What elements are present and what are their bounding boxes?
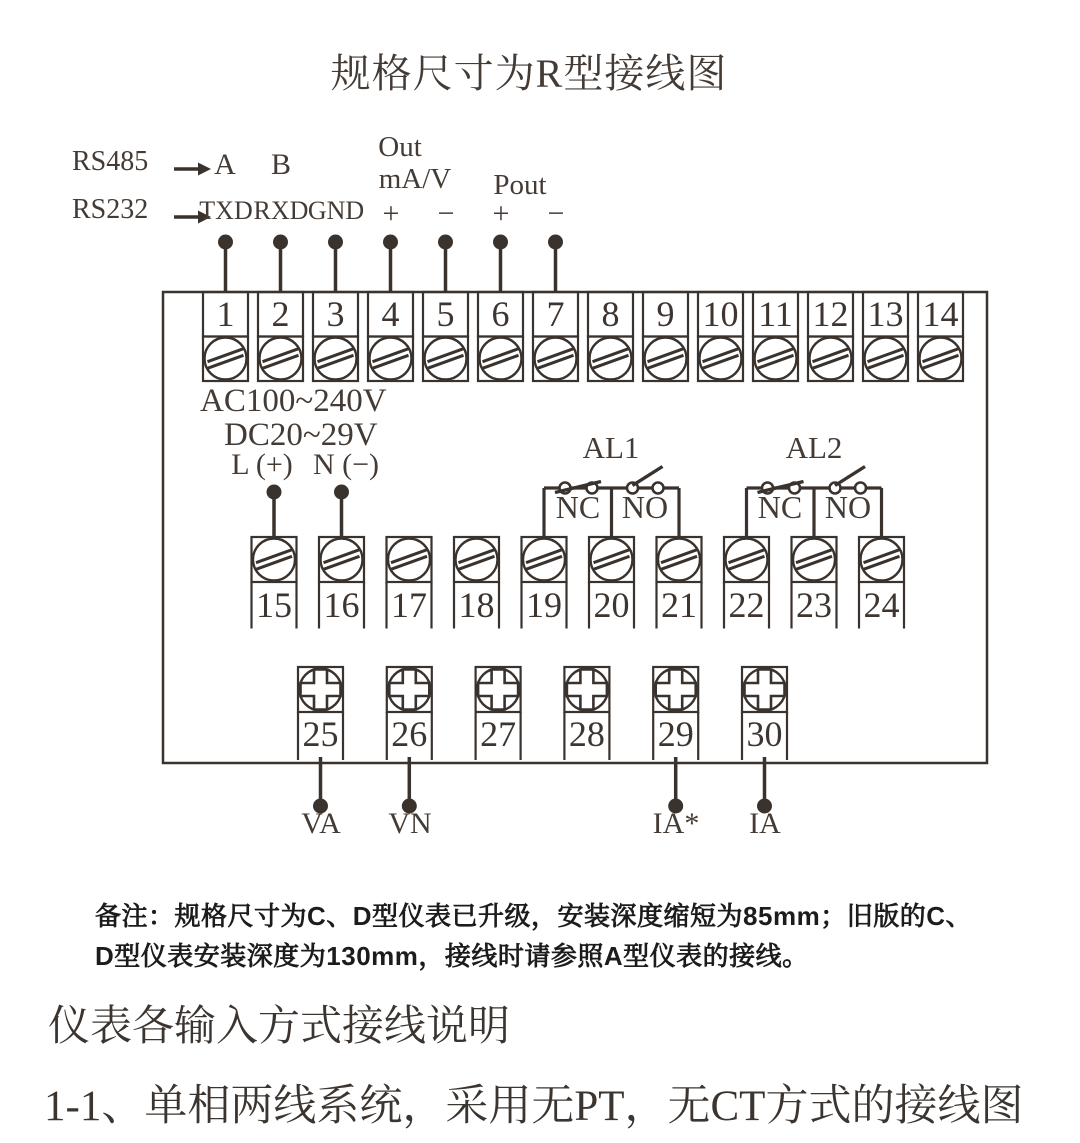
terminal-number-20: 20 (593, 585, 630, 625)
bottom-lead-wires (313, 757, 772, 814)
al2-nc-label: NC (757, 489, 803, 525)
terminal-number-26: 26 (391, 714, 428, 754)
terminal-number-28: 28 (568, 714, 605, 754)
diagram-title: 规格尺寸为R型接线图 (330, 51, 728, 96)
line-plus-label: L (+) (231, 448, 293, 481)
slotted-screw-icon (321, 539, 363, 581)
al2-no-label: NO (824, 489, 872, 525)
slotted-screw-icon (480, 338, 522, 380)
relay-al2-label: AL2 (785, 430, 843, 465)
arrow-right-icon (174, 163, 211, 176)
out-plus-label: + (382, 197, 400, 230)
cross-screw-icon (477, 669, 519, 711)
slotted-screw-icon (260, 338, 302, 380)
terminal-number-22: 22 (728, 585, 765, 625)
slotted-screw-icon (425, 338, 467, 380)
terminal-number-14: 14 (922, 294, 959, 334)
power-lead-wires (267, 485, 350, 538)
slotted-screw-icon (205, 338, 247, 380)
terminal-b-label: B (270, 148, 292, 181)
slotted-screw-icon (253, 539, 295, 581)
terminal-number-4: 4 (381, 294, 400, 334)
top-lead-wires (218, 235, 563, 294)
slotted-screw-icon (861, 539, 903, 581)
terminal-number-21: 21 (661, 585, 697, 625)
slotted-screw-icon (388, 539, 430, 581)
terminal-number-23: 23 (796, 585, 832, 625)
relay-al1-label: AL1 (582, 430, 640, 465)
slotted-screw-icon (793, 539, 835, 581)
note-line-2: D型仪表安装深度为130mm，接线时请参照A型仪表的接线。 (95, 941, 809, 971)
slotted-screw-icon (726, 539, 768, 581)
terminal-number-10: 10 (702, 294, 739, 334)
slotted-screw-icon (456, 539, 498, 581)
ia-label: IA (749, 807, 781, 840)
note-line-1: 备注：规格尺寸为C、D型仪表已升级，安装深度缩短为85mm；旧版的C、 (95, 901, 972, 931)
terminal-a-label: A (214, 148, 236, 181)
rxd-label: RXD (253, 196, 309, 225)
subsection-heading: 1-1、单相两线系统，采用无PT，无CT方式的接线图 (44, 1083, 1024, 1130)
terminal-number-27: 27 (480, 714, 517, 754)
slotted-screw-icon (315, 338, 357, 380)
cross-screw-icon (566, 669, 608, 711)
slotted-screw-icon (755, 338, 797, 380)
pout-label: Pout (493, 169, 547, 201)
slotted-screw-icon (920, 338, 962, 380)
slotted-screw-icon (591, 539, 633, 581)
terminal-number-15: 15 (256, 585, 292, 625)
terminal-number-16: 16 (323, 585, 360, 625)
pout-plus-label: + (492, 197, 510, 230)
terminal-number-5: 5 (436, 294, 455, 334)
slotted-screw-icon (865, 338, 907, 380)
ia-star-label: IA* (652, 807, 700, 840)
ma-v-label: mA/V (378, 163, 452, 195)
terminal-number-7: 7 (546, 294, 565, 334)
slotted-screw-icon (590, 338, 632, 380)
terminal-number-25: 25 (302, 714, 339, 754)
terminal-number-3: 3 (326, 294, 345, 334)
cross-screw-icon (655, 669, 697, 711)
ac-voltage-label: AC100~240V (200, 383, 387, 419)
rs232-label: RS232 (72, 194, 149, 225)
terminal-number-13: 13 (867, 294, 904, 334)
terminal-number-2: 2 (271, 294, 290, 334)
terminal-number-6: 6 (491, 294, 510, 334)
out-label: Out (378, 131, 422, 163)
al1-nc-label: NC (555, 489, 601, 525)
cross-screw-icon (388, 669, 430, 711)
terminal-number-12: 12 (812, 294, 849, 334)
vn-label: VN (388, 807, 432, 840)
slotted-screw-icon (370, 338, 412, 380)
slotted-screw-icon (523, 539, 565, 581)
cross-screw-icon (744, 669, 786, 711)
gnd-label: GND (307, 196, 365, 225)
cross-screw-icon (300, 669, 342, 711)
slotted-screw-icon (535, 338, 577, 380)
terminal-number-8: 8 (601, 294, 620, 334)
terminal-number-29: 29 (657, 714, 694, 754)
va-label: VA (301, 807, 341, 840)
out-minus-label: − (437, 197, 455, 230)
pout-minus-label: − (547, 197, 565, 230)
terminal-number-18: 18 (458, 585, 495, 625)
slotted-screw-icon (810, 338, 852, 380)
terminal-number-19: 19 (526, 585, 562, 625)
terminal-number-11: 11 (758, 294, 793, 334)
terminal-number-17: 17 (391, 585, 427, 625)
txd-label: TXD (199, 196, 253, 225)
rs485-label: RS485 (72, 146, 149, 177)
slotted-screw-icon (645, 338, 687, 380)
dc-voltage-label: DC20~29V (224, 417, 378, 453)
terminal-number-30: 30 (746, 714, 783, 754)
terminal-number-1: 1 (216, 294, 235, 334)
terminal-number-24: 24 (863, 585, 900, 625)
section-heading: 仪表各输入方式接线说明 (48, 1004, 511, 1050)
terminal-row-3 (298, 667, 787, 760)
terminal-number-9: 9 (656, 294, 675, 334)
slotted-screw-icon (658, 539, 700, 581)
slotted-screw-icon (700, 338, 742, 380)
al1-no-label: NO (621, 489, 669, 525)
neutral-minus-label: N (−) (312, 448, 380, 481)
